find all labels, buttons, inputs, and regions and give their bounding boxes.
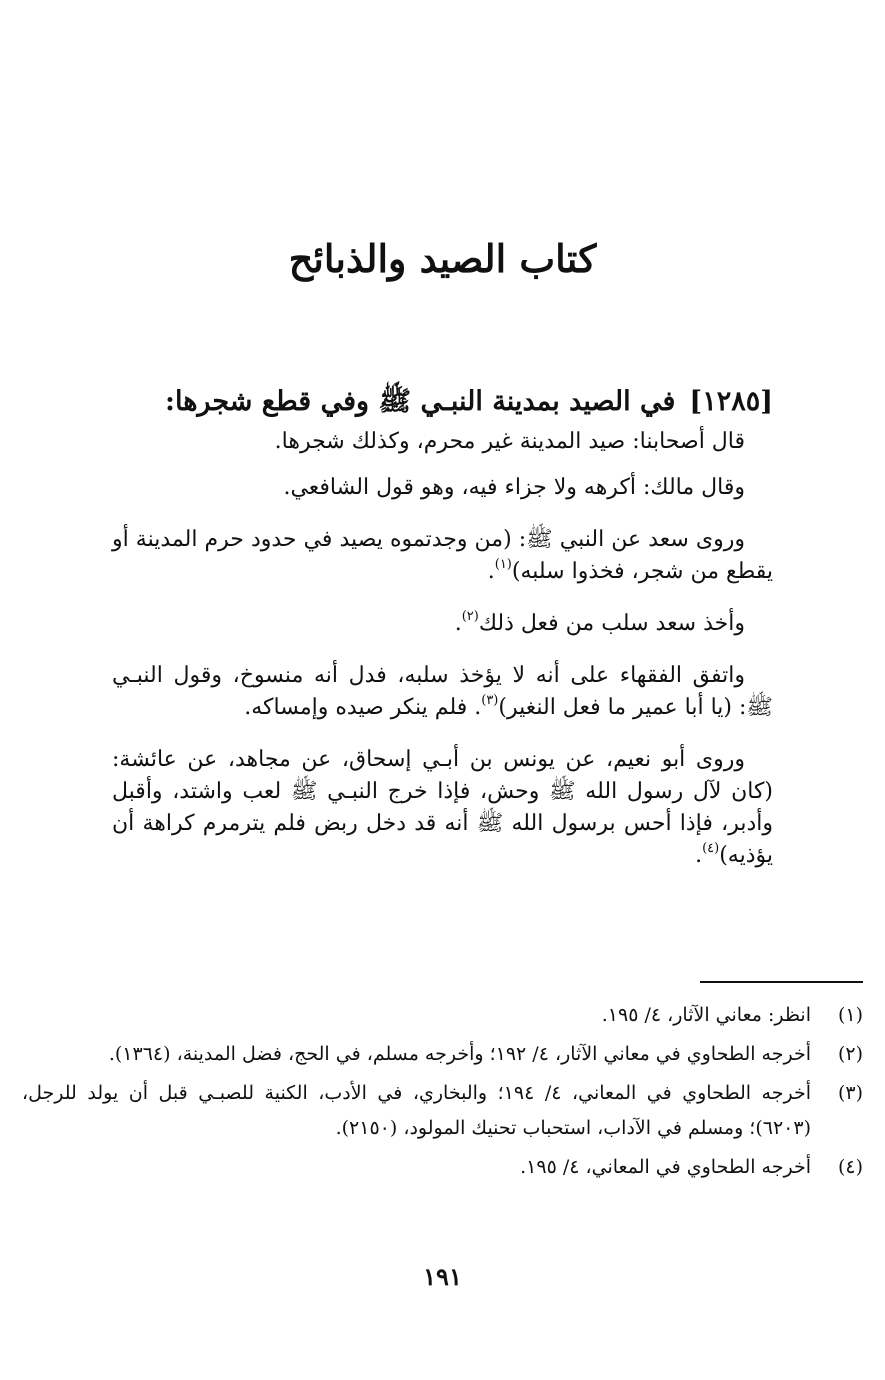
paragraph xyxy=(112,472,773,504)
paragraph xyxy=(112,660,773,724)
paragraph-text: وروى أبو نعيم، عن يونس بن أبـي إسحاق، عن مجاهد، عن عائشة: (كان لآل رسول الله ﷺ وحش، فإذا خرج النبـي ﷺ لعب واشتد، وأقبل وأدبر، فإذا أحس برسول الله ﷺ أنه قد دخل ربض فلم يترمرم كراهة أن يؤذيه) xyxy=(112,747,773,868)
footnote-text: أخرجه الطحاوي في معاني الآثار، ٤/ ١٩٢؛ وأخرجه مسلم، في الحج، فضل المدينة، (١٣٦٤). xyxy=(108,1043,811,1065)
footnote-text: انظر: معاني الآثار، ٤/ ١٩٥. xyxy=(601,1004,811,1026)
paragraph xyxy=(112,608,773,640)
footnote-text: أخرجه الطحاوي في المعاني، ٤/ ١٩٤؛ والبخاري، في الأدب، الكنية للصبـي قبل أن يولد للرجل، (٦٢٠٣)؛ ومسلم في الآداب، استحباب تحنيك المولود، (٢١٥٠). xyxy=(22,1082,811,1139)
paragraph-text: وقال مالك: أكرهه ولا جزاء فيه، وهو قول الشافعي. xyxy=(283,475,745,500)
footnote-ref: (١) xyxy=(494,557,512,572)
paragraph-trailing-text: . xyxy=(487,559,495,584)
footnote xyxy=(22,998,863,1033)
footnote-number: (٢) xyxy=(837,1043,863,1065)
section-heading-text: في الصيد بمدينة النبـي ﷺ وفي قطع شجرها: xyxy=(165,386,676,417)
paragraph xyxy=(112,744,773,872)
paragraph-trailing-text: . فلم ينكر صيده وإمساكه. xyxy=(244,695,482,720)
paragraph-trailing-text: . xyxy=(454,611,462,636)
paragraph-trailing-text: . xyxy=(695,843,703,868)
paragraph-text: وأخذ سعد سلب من فعل ذلك xyxy=(478,611,745,636)
paragraph-text: قال أصحابنا: صيد المدينة غير محرم، وكذلك شجرها. xyxy=(274,429,745,454)
footnote xyxy=(22,1150,863,1185)
paragraph xyxy=(112,426,773,458)
footnote-divider xyxy=(700,981,863,983)
footnote-text: أخرجه الطحاوي في المعاني، ٤/ ١٩٥. xyxy=(520,1156,811,1178)
footnote-ref: (٢) xyxy=(461,609,479,624)
footnote xyxy=(22,1037,863,1072)
page-number: ١٩١ xyxy=(423,1262,462,1291)
footnote xyxy=(22,1076,863,1146)
chapter-title: كتاب الصيد والذبائح xyxy=(288,236,597,281)
section-number: [١٢٨٥] xyxy=(689,386,773,417)
footnote-number: (١) xyxy=(837,1004,863,1026)
section-body xyxy=(112,384,773,892)
footnote-ref: (٣) xyxy=(481,693,499,708)
footnote-ref: (٤) xyxy=(702,841,720,856)
footnotes xyxy=(22,998,863,1189)
paragraph-text: وروى سعد عن النبي ﷺ: (من وجدتموه يصيد في حدود حرم المدينة أو يقطع من شجر، فخذوا سلبه) xyxy=(112,527,773,584)
section-heading xyxy=(112,384,773,420)
footnote-number: (٤) xyxy=(837,1156,863,1178)
footnote-number: (٣) xyxy=(837,1082,863,1104)
paragraph-text: واتفق الفقهاء على أنه لا يؤخذ سلبه، فدل أنه منسوخ، وقول النبـي ﷺ: (يا أبا عمير ما فعل النغير) xyxy=(112,663,773,720)
paragraph xyxy=(112,524,773,588)
